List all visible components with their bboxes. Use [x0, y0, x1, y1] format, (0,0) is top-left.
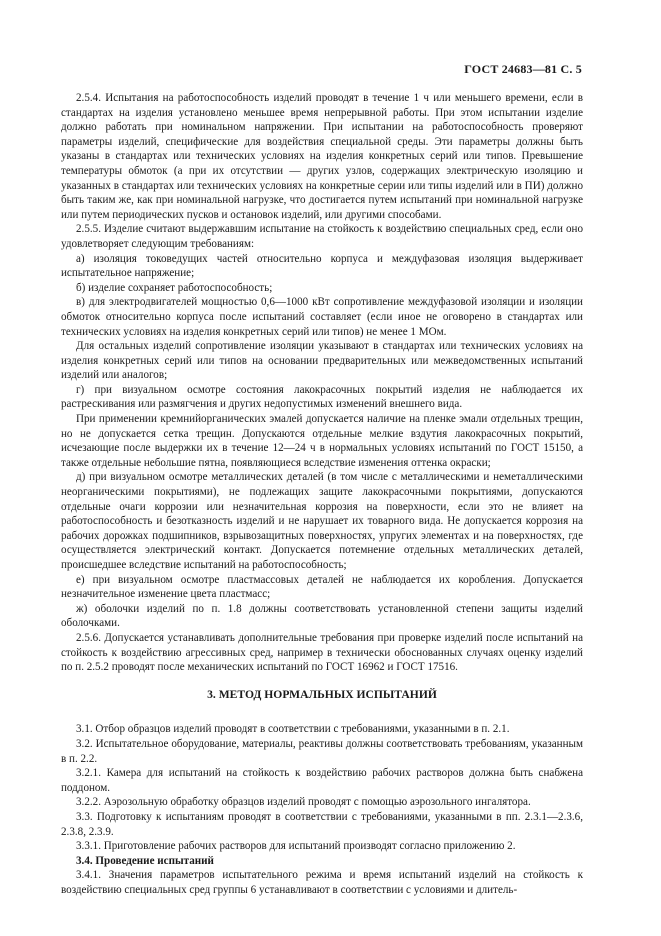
item-zh: ж) оболочки изделий по п. 1.8 должны соответствовать установленной степени защиты изделий оболочками.	[61, 602, 583, 630]
paragraph-3-2: 3.2. Испытательное оборудование, материалы, реактивы должны соответствовать требованиям, указанным в п. 2.2.	[61, 737, 583, 765]
paragraph-2-5-6: 2.5.6. Допускается устанавливать дополнительные требования при проверке изделий после испытаний на стойкость к воздействию агрессивных сред, например в технически обоснованных случаях оценку изделий по п. 2.5.2 проводят после механических испытаний по ГОСТ 16962 и ГОСТ 17516.	[61, 631, 583, 674]
item-e: е) при визуальном осмотре пластмассовых деталей не наблюдается их коробления. Допускается незначительное изменение цвета пластмасс;	[61, 573, 583, 601]
item-b: б) изделие сохраняет работоспособность;	[76, 281, 273, 294]
paragraph-2-5-5: 2.5.5. Изделие считают выдержавшим испытание на стойкость к воздействию специальных сред, если оно удовлетворяет следующим требованиям:	[61, 223, 583, 250]
paragraph-2-5-4: 2.5.4. Испытания на работоспособность изделий проводят в течение 1 ч или меньшего времени, если в стандартах на изделия установлено меньшее время непрерывной работы. При этом испытании изделие должно работать при номинальном напряжении. При испытании на работоспособность проверяют параметры изделий, специфические для воздействия специальной среды. Эти параметры должны быть указаны в стандартах или технических условиях на изделия конкретных серий или типов. Превышение температуры обмоток (а при их отсутствии — других узлов, содержащих электрическую изоляцию и указанных в стандартах или технических условиях на конкретные серии или типы изделий или в ПИ) должно быть таким же, как при номинальной нагрузке, что достигается путем испытаний при номинальной нагрузке или путем периодических пусков и остановок изделий, или другими способами.	[61, 92, 583, 221]
section-title: 3. МЕТОД НОРМАЛЬНЫХ ИСПЫТАНИЙ	[207, 687, 437, 701]
subsection-title: 3.4. Проведение испытаний	[76, 854, 214, 867]
paragraph-3-2-2: 3.2.2. Аэрозольную обработку образцов изделий проводят с помощью аэрозольного ингалятора.	[76, 796, 531, 809]
paragraph-3-4-1: 3.4.1. Значения параметров испытательного режима и время испытаний изделий на стойкость к воздействию специальных сред группы 6 устанавливают в соответствии с условиями и длитель-	[61, 869, 583, 896]
paragraph-enamels: При применении кремнийорганических эмалей допускается наличие на пленке эмали отдельных трещин, но не допускается сетка трещин. Допускаются отдельные мелкие вздутия лакокрасочных покрытий, исчезающие после выдержки их в течение 12—24 ч в нормальных условиях испытаний по ГОСТ 15150, а также отдельные небольшие пятна, появляющиеся вследствие изменения оттенка окраски;	[61, 413, 583, 469]
paragraph-3-3-1: 3.3.1. Приготовление рабочих растворов для испытаний производят согласно приложению 2.	[76, 840, 516, 853]
item-d: д) при визуальном осмотре металлических деталей (в том числе с металлическими и неметаллическими неорганическими покрытиями), не подлежащих защите лакокрасочными покрытиями, допускаются отдельные очаги коррозии или незначительная коррозия на поверхности, если это не влияет на работоспособность и безотказность изделий и не нарушает их товарного вида. Не допускается коррозия на рабочих дорожках подшипников, взрывозащитных поверхностях, упругих элементах и на поверхностях, где осуществляется электрический контакт. Допускается потемнение отдельных металлических деталей, происшедшее вследствие испытаний на работоспособность;	[61, 471, 583, 571]
item-a: а) изоляция токоведущих частей относительно корпуса и междуфазовая изоляция выдерживает испытательное напряжение;	[61, 252, 583, 280]
item-g: г) при визуальном осмотре состояния лакокрасочных покрытий изделия не наблюдается их растрескивания или размягчения и других недопустимых изменений внешнего вида.	[61, 383, 583, 411]
paragraph-3-1: 3.1. Отбор образцов изделий проводят в соответствии с требованиями, указанными в п. 2.1.	[76, 723, 510, 736]
page-header: ГОСТ 24683—81 С. 5	[464, 62, 582, 76]
paragraph-3-3: 3.3. Подготовку к испытаниям проводят в соответствии с требованиями, указанными в пп. 2.3.1—2.3.6, 2.3.8, 2.3.9.	[61, 810, 583, 838]
item-v: в) для электродвигателей мощностью 0,6—1000 кВт сопротивление междуфазовой изоляции и изоляции обмоток относительно корпуса после испытаний составляет (если иное не оговорено в стандартах или технических условиях на изделия конкретных серий или типов) не менее 1 МОм.	[61, 296, 583, 338]
paragraph-other-products: Для остальных изделий сопротивление изоляции указывают в стандартах или технических условиях на изделия конкретных серий или типов на основании предварительных или межведомственных испытаний изделий или аналогов;	[61, 340, 583, 382]
document-body	[61, 91, 583, 897]
paragraph-3-2-1: 3.2.1. Камера для испытаний на стойкость к воздействию рабочих растворов должна быть снабжена поддоном.	[61, 767, 583, 794]
